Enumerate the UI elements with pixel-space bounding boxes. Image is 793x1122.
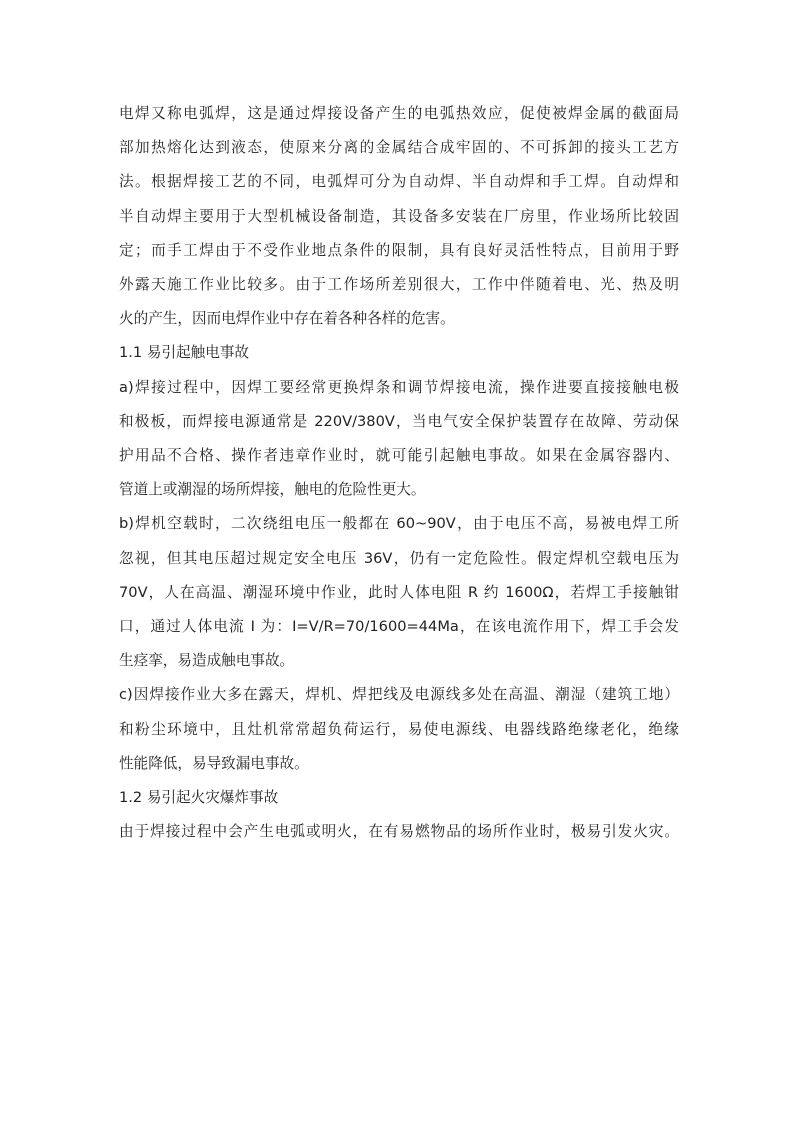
text-line: 护用品不合格、操作者违章作业时，就可能引起触电事故。如果在金属容器内、 — [119, 447, 679, 465]
text-line: 外露天施工作业比较多。由于工作场所差别很大，工作中伴随着电、光、热及明 — [119, 276, 679, 294]
text-line: 和极板，而焊接电源通常是 220V/380V，当电气安全保护装置存在故障、劳动保 — [119, 412, 679, 430]
text-line: 70V，人在高温、潮湿环境中作业，此时人体电阻 R 约 1600Ω，若焊工手接触钳 — [119, 583, 679, 601]
paragraph-d — [119, 815, 679, 849]
paragraph-b — [119, 507, 679, 678]
text-line: 电焊又称电弧焊，这是通过焊接设备产生的电弧热效应，促使被焊金属的截面局 — [119, 105, 679, 122]
text-line: 由于焊接过程中会产生电弧或明火，在有易燃物品的场所作业时，极易引发火灾。 — [119, 823, 679, 841]
text-line: 管道上或潮湿的场所焊接，触电的危险性更大。 — [119, 481, 426, 499]
text-line: 部加热熔化达到液态，使原来分离的金属结合成牢固的、不可拆卸的接头工艺方 — [119, 139, 679, 157]
section-heading-1-1: 1.1 易引起触电事故 — [119, 344, 250, 362]
intro-paragraph — [119, 97, 679, 336]
section-heading-1-2: 1.2 易引起火灾爆炸事故 — [119, 789, 279, 807]
text-line: 口，通过人体电流 I 为：I=V/R=70/1600=44Ma，在该电流作用下，焊工手会发 — [119, 618, 679, 636]
text-line: 和粉尘环境中，且灶机常常超负荷运行，易使电源线、电器线路绝缘老化，绝缘 — [119, 720, 679, 738]
text-line: 半自动焊主要用于大型机械设备制造，其设备多安装在厂房里，作业场所比较固 — [119, 207, 679, 225]
text-line: 性能降低，易导致漏电事故。 — [119, 754, 309, 772]
text-line: a)焊接过程中，因焊工要经常更换焊条和调节焊接电流，操作进要直接接触电极 — [119, 378, 679, 396]
text-line: 火的产生，因而电焊作业中存在着各种各样的危害。 — [119, 310, 455, 328]
text-line: 忽视，但其电压超过规定安全电压 36V，仍有一定危险性。假定焊机空载电压为 — [119, 549, 679, 567]
text-line: b)焊机空载时，二次绕组电压一般都在 60~90V，由于电压不高，易被电焊工所 — [119, 515, 679, 533]
paragraph-c — [119, 678, 679, 781]
text-line: 法。根据焊接工艺的不同，电弧焊可分为自动焊、半自动焊和手工焊。自动焊和 — [119, 173, 679, 191]
text-line: 生痉挛，易造成触电事故。 — [119, 652, 295, 670]
document-body — [119, 97, 679, 849]
text-line: c)因焊接作业大多在露天，焊机、焊把线及电源线多处在高温、潮湿（建筑工地） — [119, 686, 679, 704]
paragraph-a — [119, 371, 679, 508]
text-line: 定；而手工焊由于不受作业地点条件的限制，具有良好灵活性特点，目前用于野 — [119, 241, 679, 259]
